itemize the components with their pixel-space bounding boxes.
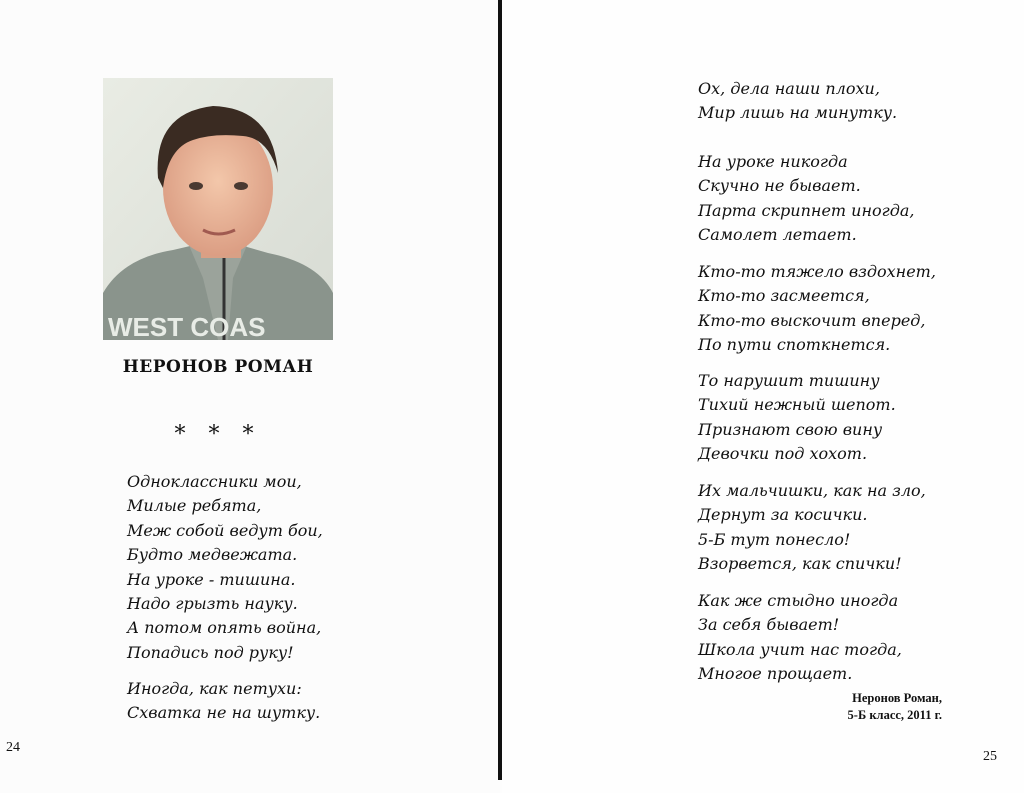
poem-line: Кто-то засмеется, — [698, 286, 870, 306]
poem-line: Школа учит нас тогда, — [698, 639, 902, 659]
poem-line: Мир лишь на минутку. — [698, 103, 898, 123]
poem-line: За себя бывает! — [698, 615, 840, 635]
poem-line: Меж собой ведут бои, — [127, 520, 323, 540]
stanza — [698, 589, 902, 687]
poem-line: Как же стыдно иногда — [698, 591, 899, 610]
stanza — [698, 260, 936, 358]
stanza — [698, 150, 915, 248]
separator-asterisks: * * * — [174, 422, 262, 447]
poem-line: Взорвется, как спички! — [698, 554, 902, 574]
stanza — [127, 677, 320, 726]
poem-line: Схватка не на шутку. — [127, 703, 321, 723]
poem-line: Самолет летает. — [698, 225, 857, 245]
poem-line: По пути споткнется. — [698, 335, 891, 355]
poem-line: Кто-то выскочит вперед, — [698, 310, 926, 330]
poem-line: Скучно не бывает. — [698, 176, 861, 196]
poem-line: А потом опять война, — [127, 618, 322, 638]
poem-line: На уроке никогда — [698, 152, 848, 171]
stanza — [127, 470, 323, 665]
stanza — [698, 369, 896, 467]
poem-line: Одноклассники мои, — [127, 472, 302, 491]
poem-line: Попадись под руку! — [127, 642, 294, 662]
poem-line: Иногда, как петухи: — [127, 679, 302, 698]
poem-line: Ох, дела наши плохи, — [698, 79, 880, 98]
poem-line: Дернут за косички. — [698, 505, 868, 525]
shirt-print-text: WEST COAS — [108, 312, 266, 340]
poem-line: Надо грызть науку. — [127, 593, 298, 613]
poem-line: Кто-то тяжело вздохнет, — [698, 262, 936, 281]
poem-line: Парта скрипнет иногда, — [698, 200, 915, 220]
poem-line: Многое прощает. — [698, 664, 853, 684]
author-heading: НЕРОНОВ РОМАН — [122, 357, 314, 377]
poem-line: Девочки под хохот. — [698, 444, 868, 464]
signature-class-year: 5-Б класс, 2011 г. — [847, 708, 942, 722]
poem-line: Милые ребята, — [127, 496, 262, 516]
left-page — [0, 0, 500, 793]
poem-line: То нарушит тишину — [698, 371, 880, 390]
signature-name: Неронов Роман, — [852, 691, 942, 705]
stanza — [698, 479, 926, 577]
poem-line: 5-Б тут понесло! — [698, 529, 851, 549]
page-number: 25 — [983, 749, 997, 764]
page-number: 24 — [6, 740, 20, 755]
poem-line: Их мальчишки, как на зло, — [698, 481, 926, 500]
author-signature — [848, 690, 942, 724]
poem-line: Признают свою вину — [698, 419, 883, 439]
poem-line: На уроке - тишина. — [127, 569, 296, 589]
poem-line: Тихий нежный шепот. — [698, 395, 896, 415]
right-page — [502, 0, 1024, 793]
poem-line: Будто медвежата. — [127, 545, 298, 565]
author-photo — [103, 78, 333, 340]
stanza — [698, 77, 897, 126]
